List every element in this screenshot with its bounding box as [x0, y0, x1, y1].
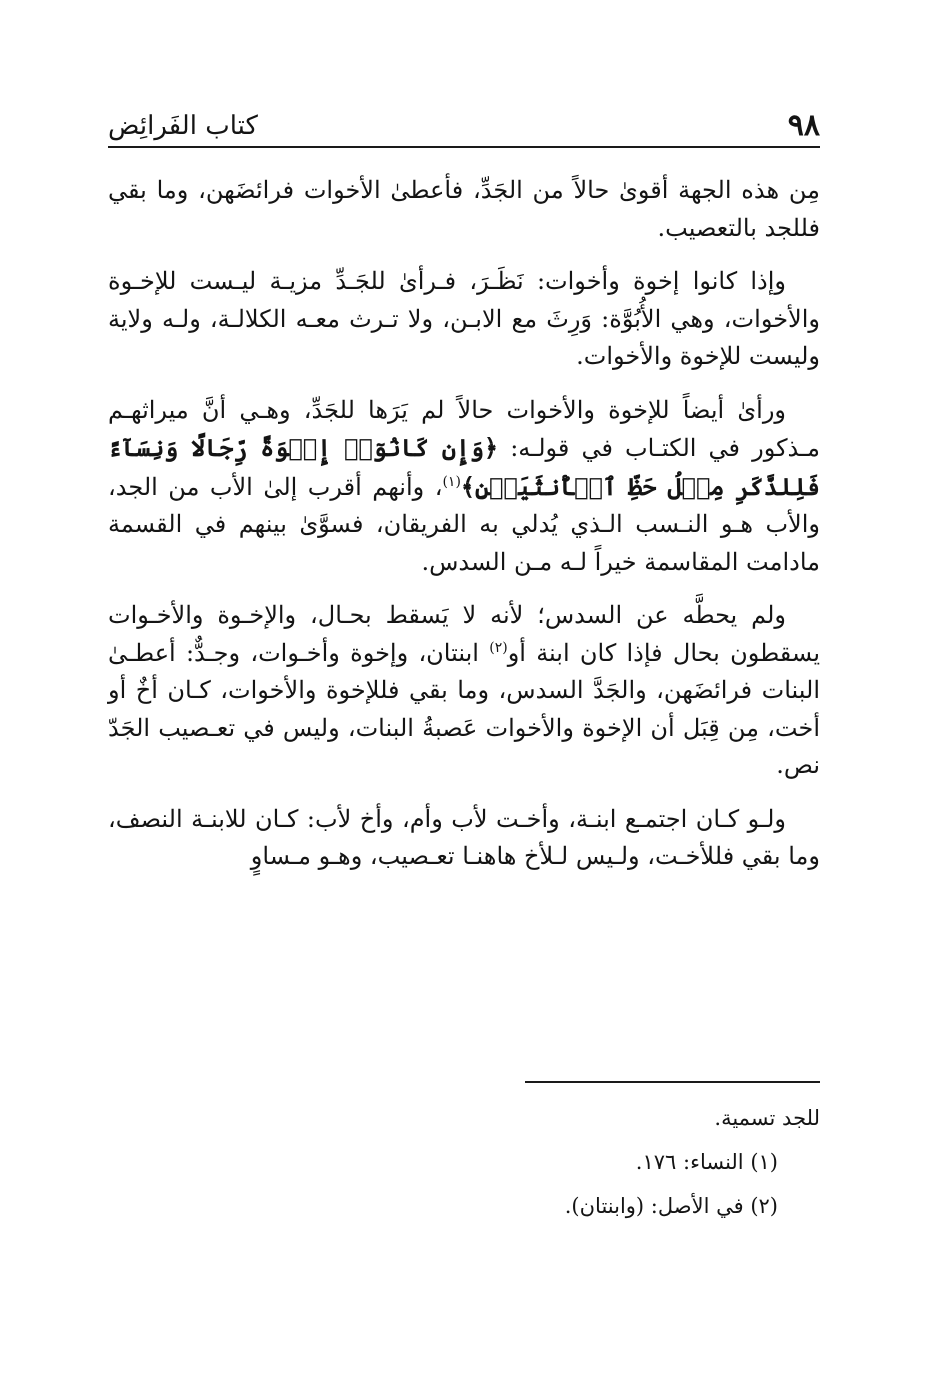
- footnotes: [108, 1096, 820, 1228]
- page-header: [108, 106, 820, 148]
- paragraph-4: [108, 597, 820, 785]
- footnote-ref-1: (١): [442, 473, 461, 490]
- footnote-2: (٢) في الأصل: (وابنتان).: [564, 1194, 778, 1218]
- footnote-1: (١) النساء: ١٧٦.: [635, 1150, 778, 1174]
- paragraph-3-rest: ، وأنهم أقرب إلىٰ الأب من الجد، والأب هـو النـسب الـذي يُدلي به الفريقان، فسوَّىٰ بينهم في القسمة مادامت المقاسمة خيراً لـه مـن السدس.: [108, 472, 820, 576]
- paragraph-3-intro: ورأىٰ أيضاً للإخوة والأخوات حالاً لم يَرَها للجَدِّ، وهـي أنَّ ميراثهـم مـذكور في الكتـاب في قولـه:: [108, 395, 821, 462]
- quran-verse: ﴿وَإِن كَانُوٓا۟ إِخۡوَةً رِّجَالًا وَنِسَآءً فَلِلذَّكَرِ مِثۡلُ حَظِّ ٱلۡأُنثَيَيۡنِ﴾: [108, 433, 820, 501]
- paragraph-3: [108, 392, 820, 582]
- footnote-ref-2: (٢): [489, 639, 508, 656]
- paragraph-5: ولـو كـان اجتمـع ابنـة، وأخـت لأب وأم، وأخ لأب: كـان للابنـة النصف، وما بقي فللأخـت، ولـيس لـلأخ هاهنـا تعـصيب، وهـو مـساوٍ: [108, 804, 820, 870]
- footnote-continuation: للجد تسمية.: [714, 1106, 820, 1130]
- paragraph-1: مِن هذه الجهة أقوىٰ حالاً من الجَدِّ، فأعطىٰ الأخوات فرائضَهن، وما بقي فللجد بالتعصيب.: [108, 176, 820, 242]
- page-number: ٩٨: [787, 108, 820, 143]
- paragraph-4-part-1: ولم يحطَّه عن السدس؛ لأنه لا يَسقط بحـال، والإخـوة والأخـوات يسقطون بحال فإذا كان ابنة أو: [108, 601, 821, 667]
- main-text: [108, 172, 820, 892]
- footnote-divider: [525, 1081, 820, 1083]
- running-title: كتاب الفَرائِض: [108, 111, 258, 141]
- paragraph-4-part-2: ابنتان، وإخوة وأخـوات، وجـدٌّ: أعطـىٰ البنات فرائضَهن، والجَدَّ السدس، وما بقي فللإخوة والأخوات، كـان أخٌ أو أخت، مِن قِبَل أن الإخوة والأخوات عَصبةُ البنات، وليس في تعـصيب الجَدّ نص.: [108, 638, 820, 779]
- paragraph-2: وإذا كانوا إخوة وأخوات: نَظَـرَ، فـرأىٰ للجَـدِّ مزيـة ليـست للإخـوة والأخوات، وهي الأُبُوَّة: وَرِثَ مع الابـن، ولا تـرث معـه الكلالـة، ولـه ولاية وليست للإخوة والأخوات.: [108, 267, 820, 370]
